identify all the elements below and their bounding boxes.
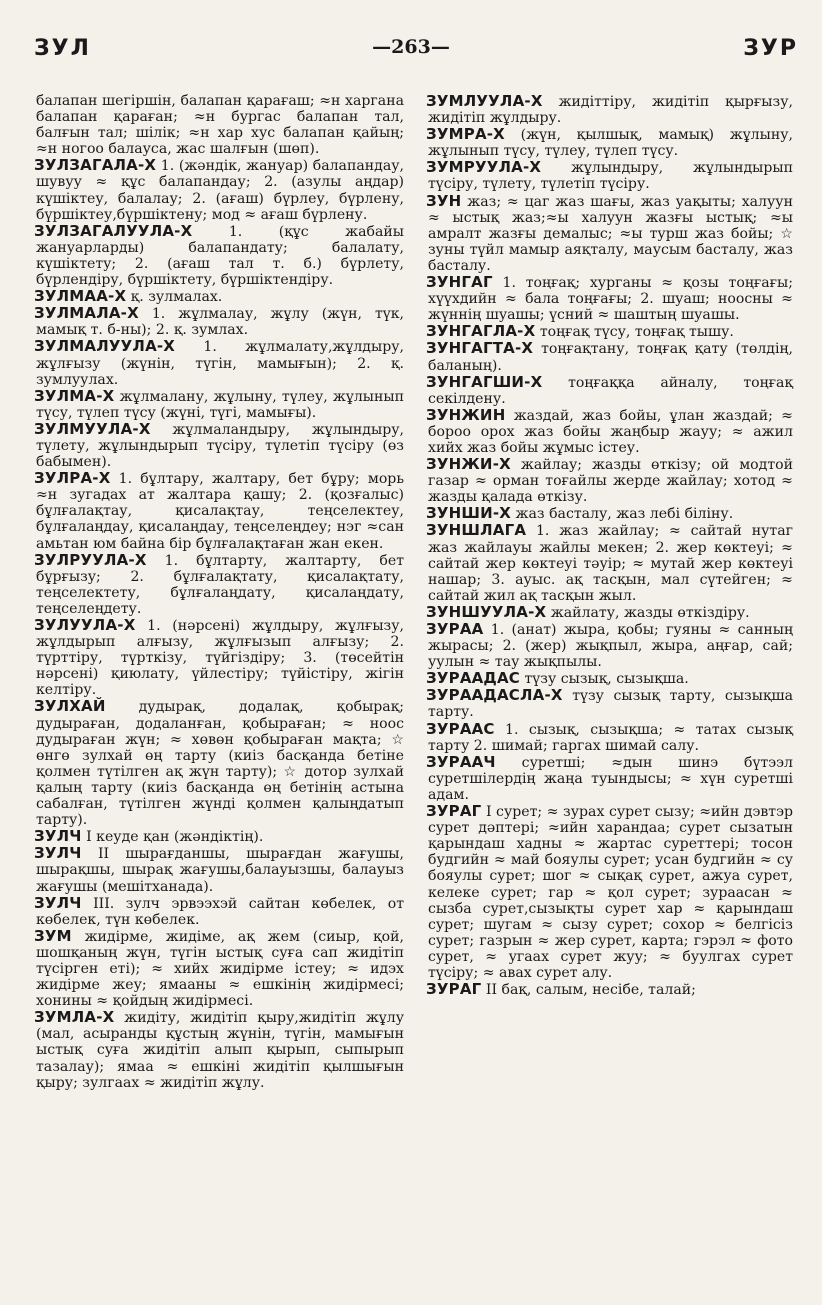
entry-headword: ЗУМРА-Х	[426, 125, 505, 144]
entry-definition: балапан шегіршін, балапан қарағаш; ≈н харгана балапан қараған; ≈н бургас балапан тал, балғын тал; шілік; ≈н хар хус балапан қайың; ≈н ногоо балауса, жас шалғын (шөп).	[36, 93, 404, 158]
entry-headword: ЗУНШЛАГА	[426, 521, 527, 540]
entry-headword: ЗУН	[426, 191, 462, 210]
dictionary-entry	[36, 828, 404, 845]
entry-definition: I сурет; ≈ зурах сурет сызу; ≈ийн дэвтэр сурет дәптері; ≈ийн харандаа; сурет сызатын қарындаш хадны ≈ жартас суреттері; тосон будгийн ≈ май бояулы сурет; усан будгийн ≈ су бояулы сурет; шог ≈ сықақ сурет, ажуа сурет, келеке сурет; гар ≈ қол сурет; зураасан ≈ сызба сурет,сызықты сурет хар ≈ қарындаш сурет; шугам ≈ сызу сурет; сохор ≈ белгісіз сурет; газрын ≈ жер сурет, карта; гэрэл ≈ фото сурет, ≈ угаах сурет жуу; ≈ буулгах сурет түсіру; ≈ авах сурет алу.	[428, 804, 793, 981]
entry-headword: ЗУЛМАЛУУЛА-Х	[34, 337, 176, 356]
entry-headword: ЗУМЛА-Х	[34, 1008, 115, 1027]
dictionary-entry	[428, 621, 793, 670]
dictionary-entry	[428, 754, 793, 803]
entry-headword: ЗУНГАГШИ-Х	[426, 372, 543, 391]
dictionary-entry	[428, 456, 793, 505]
entry-definition: суретші; ≈дын шинэ бүтээл суретшілердің жаңа туындысы; ≈ хүн суретші адам.	[428, 754, 793, 803]
dictionary-entry	[428, 159, 793, 192]
dictionary-entry	[428, 407, 793, 456]
entry-definition: тоңғаққа айналу, тоңғақ секілдену.	[428, 374, 793, 407]
entry-headword: ЗУРААДАСЛА-Х	[426, 686, 563, 705]
entry-headword: ЗУМЛУУЛА-Х	[426, 92, 543, 110]
entry-headword: ЗУЛМУУЛА-Х	[34, 419, 151, 438]
running-head-right: ЗУР	[743, 36, 798, 61]
entry-headword: ЗУНШИ-Х	[426, 504, 512, 523]
dictionary-entry	[36, 617, 404, 698]
entry-definition: қ. зулмалах.	[126, 289, 223, 306]
dictionary-entry	[36, 388, 404, 421]
dictionary-entry	[428, 687, 793, 720]
left-column	[36, 93, 404, 1091]
dictionary-entry	[428, 803, 793, 981]
entry-headword: ЗУНГАГ	[426, 273, 493, 292]
entry-headword: ЗУРААС	[426, 719, 495, 738]
entry-headword: ЗУЛМАЛА-Х	[34, 304, 139, 323]
dictionary-entry	[428, 374, 793, 407]
entry-headword: ЗУЛЧ	[34, 893, 82, 912]
entry-definition: 1. тоңғақ; хурганы ≈ қозы тоңғағы; хүүхдийн ≈ бала тоңғағы; 2. шуаш; ноосны ≈ жүннің шуашы; үсний ≈ шаштың шуашы.	[428, 275, 793, 324]
entry-definition: тоңғақ түсу, тоңғақ тышу.	[535, 324, 734, 341]
dictionary-entry	[36, 157, 404, 222]
dictionary-entry	[428, 721, 793, 754]
dictionary-entry	[36, 552, 404, 617]
dictionary-entry	[428, 126, 793, 159]
dictionary-entry	[36, 1009, 404, 1090]
dictionary-entry	[36, 223, 404, 288]
dictionary-entry	[428, 323, 793, 340]
entry-headword: ЗУМРУУЛА-Х	[426, 158, 542, 177]
entry-headword: ЗУЛРУУЛА-Х	[34, 550, 147, 569]
entry-headword: ЗУРААДАС	[426, 669, 521, 688]
dictionary-entry	[36, 845, 404, 894]
entry-headword: ЗУНГАГТА-Х	[426, 339, 534, 358]
entry-definition: түзу сызық, сызықша.	[520, 671, 689, 688]
entry-definition: II бақ, салым, несібе, талай;	[481, 982, 696, 999]
entry-headword: ЗУМ	[34, 926, 72, 945]
entry-definition: III. зулч эрвээхэй сайтан көбелек, от көбелек, түн көбелек.	[36, 895, 404, 928]
entry-headword: ЗУНЖИ-Х	[426, 455, 511, 474]
entry-headword: ЗУНЖИН	[426, 405, 506, 424]
dictionary-entry	[36, 93, 404, 157]
dictionary-entry	[428, 93, 793, 126]
dictionary-entry	[36, 421, 404, 470]
entry-definition: жайлату, жазды өткіздіру.	[546, 604, 750, 621]
entry-definition: 1. (нәрсені) жұлдыру, жұлғызу, жұлдырып алғызу, жұлғызып алғызу; 2. түрттіру, түрткізу, түйгіздіру; 3. (төсейтін нәрсені) қиюлату, үйлестіру; түйістіру, жігін келтіру.	[36, 618, 404, 699]
entry-definition: түзу сызық тарту, сызықша тарту.	[428, 688, 793, 721]
dictionary-entry	[36, 305, 404, 338]
entry-definition: жаз; ≈ цаг жаз шағы, жаз уақыты; халуун ≈ ыстық жаз;≈ы халуун жазғы ыстық; ≈ы амралт жазғы демалыс; ≈ы турш жаз бойы; ☆ зуны түйл мамыр аяқталу, маусым басталу, жаз басталу.	[428, 193, 793, 274]
entry-definition: 1. жұлмалау, жұлу (жүн, түк, мамық т. б-ны); 2. қ. зумлах.	[36, 306, 404, 339]
dictionary-entry	[428, 193, 793, 274]
entry-definition: дудырақ, додалақ, қобырақ; дудыраған, додаланған, қобыраған; ≈ ноос дудыраған жүн; ≈ хөвөн қобыраған мақта; ☆ өнгө зулхай өң тарту (киіз басқанда бетіне қолмен түтілген ақ жүн тарту); ☆ дотор зулхай қалың тарту (киіз басқанда өң бетінің астына сабалған, түтілген жүнді қолмен қалыңдатып тарту).	[36, 699, 404, 829]
entry-headword: ЗУЛМА-Х	[34, 386, 115, 405]
entry-definition: I кеуде қан (жәндіктің).	[81, 829, 264, 846]
dictionary-entry	[428, 505, 793, 522]
entry-headword: ЗУЛЗАГАЛА-Х	[34, 156, 157, 175]
entry-definition: жұлындыру, жұлындырып түсіру, түлету, түлетіп түсіру.	[428, 160, 793, 193]
dictionary-entry	[428, 522, 793, 603]
dictionary-entry	[36, 338, 404, 387]
entry-definition: жаздай, жаз бойы, ұлан жаздай; ≈ бороо орох жаз бойы жаңбыр жауу; ≈ ажил хийх жаз бойы жұмыс істеу.	[428, 407, 793, 456]
entry-definition: II шырағданшы, шырағдан жағушы, шырақшы, шырақ жағушы,балауызшы, балауыз жағушы (мешітханада).	[36, 846, 404, 895]
entry-definition: жаз басталу, жаз лебі біліну.	[511, 506, 734, 523]
entry-definition: тоңғақтану, тоңғақ қату (төлдің, баланың).	[428, 341, 793, 374]
entry-headword: ЗУРАГ	[426, 980, 482, 999]
entry-definition: 1. жаз жайлау; ≈ сайтай нутаг жаз жайлауы жайлы мекен; 2. жер көктеуі; ≈ сайтай жер көктеуі тәуір; ≈ мутай жер көктеуі нашар; 3. ауыс. ақ тасқын, мал сүтейген; ≈ сайтай жил ақ тасқын жыл.	[428, 523, 793, 604]
entry-headword: ЗУРАГ	[426, 802, 482, 821]
dictionary-entry	[36, 698, 404, 828]
entry-definition: 1. (құс жабайы жануарларды) балапандату; балалату, күшіктету; 2. (ағаш тал т. б.) бүрлету, бүрлендіру, бүршіктету, бүршіктендіру.	[36, 223, 404, 289]
entry-definition: (жүн, қылшық, мамық) жұлыну, жұлынып түсу, түлеу, түлеп түсу.	[428, 127, 793, 160]
entry-definition: 1. (анат) жыра, қобы; гуяны ≈ санның жырасы; 2. (жер) жықпыл, жыра, аңғар, сай; уулын ≈ тау жықпылы.	[428, 622, 793, 671]
entry-headword: ЗУЛЧ	[34, 844, 82, 863]
dictionary-entry	[428, 604, 793, 621]
entry-definition: 1. (жәндік, жануар) балапандау, шувуу ≈ құс балапандау; 2. (азулы аңдар) күшіктеу, балалау; 2. (ағаш) бүрлеу, бүрлену, бүршіктеу,бүршіктену; мод ≈ ағаш бүрлену.	[36, 158, 404, 223]
page-number: —263—	[372, 36, 450, 58]
entry-definition: жидіту, жидітіп қыру,жидітіп жұлу (мал, асыранды құстың жүнін, түгін, мамығын ыстық суға жидітіп алып қырып, сыпырып тазалау); ямаа ≈ ешкіні жидітіп қылшығын қыру; зулгаах ≈ жидітіп жұлу.	[36, 1010, 404, 1091]
dictionary-entry	[428, 981, 793, 998]
entry-headword: ЗУНШУУЛА-Х	[426, 602, 547, 621]
entry-definition: жайлау; жазды өткізу; ой модтой газар ≈ орман тоғайлы жерде жайлау; хотод ≈ жазды қалада өткізу.	[428, 457, 793, 506]
entry-definition: жидіттіру, жидітіп қырғызу, жидітіп жұлдыру.	[428, 94, 793, 127]
entry-headword: ЗУЛРА-Х	[34, 469, 111, 488]
dictionary-entry	[428, 274, 793, 323]
entry-headword: ЗУЛМАА-Х	[34, 287, 127, 306]
dictionary-entry	[36, 928, 404, 1009]
entry-headword: ЗУНГАГЛА-Х	[426, 322, 536, 341]
entry-headword: ЗУЛХАЙ	[34, 697, 106, 716]
entry-headword: ЗУЛЗАГАЛУУЛА-Х	[34, 221, 193, 240]
page-header	[0, 0, 822, 70]
entry-definition: жидірме, жидіме, ақ жем (сиыр, қой, шошқаның жүн, түгін ыстық суға сап жидітіп түсірген еті); ≈ хийх жидірме істеу; ≈ идэх жидірме жеу; ямааны ≈ ешкінің жидірмесі; хонины ≈ қойдың жидірмесі.	[36, 928, 404, 1010]
entry-headword: ЗУРАА	[426, 620, 484, 638]
running-head-left: ЗУЛ	[34, 36, 91, 61]
entry-definition: 1. сызық, сызықша; ≈ татах сызық тарту 2. шимай; гаргах шимай салу.	[428, 721, 793, 754]
dictionary-entry	[36, 288, 404, 305]
dictionary-entry	[428, 340, 793, 373]
entry-definition: жұлмаландыру, жұлындыру, түлету, жұлындырып түсіру, түлетіп түсіру (өз бабымен).	[36, 421, 404, 471]
dictionary-entry	[36, 470, 404, 551]
entry-definition: 1. жұлмалату,жұлдыру, жұлғызу (жүнін, түгін, мамығын); 2. қ. зумлуулах.	[36, 339, 404, 388]
right-column	[428, 93, 793, 998]
entry-definition: жұлмалану, жұлыну, түлеу, жұлынып түсу, түлеп түсу (жүні, түгі, мамығы).	[36, 388, 404, 421]
entry-headword: ЗУЛУУЛА-Х	[34, 616, 136, 634]
entry-headword: ЗУРААЧ	[426, 752, 496, 771]
dictionary-entry	[428, 670, 793, 687]
entry-headword: ЗУЛЧ	[34, 827, 82, 846]
dictionary-entry	[36, 895, 404, 928]
entry-definition: 1. бұлтарту, жалтарту, бет бұрғызу; 2. бұлғалақтату, қисалақтату, теңселектету, бұлғалаңдату, қисалаңдату, теңселеңдету.	[36, 552, 404, 617]
entry-definition: 1. бұлтару, жалтару, бет бұру; морь ≈н зугадах ат жалтара қашу; 2. (қозғалыс) бұлғалақтау, қисалақтау, теңселектеу, бұлғалаңдау, қисалаңдау, теңселеңдеу; нэг ≈сан амьтан юм байна бір бұлғалақтаған жан екен.	[36, 471, 404, 552]
